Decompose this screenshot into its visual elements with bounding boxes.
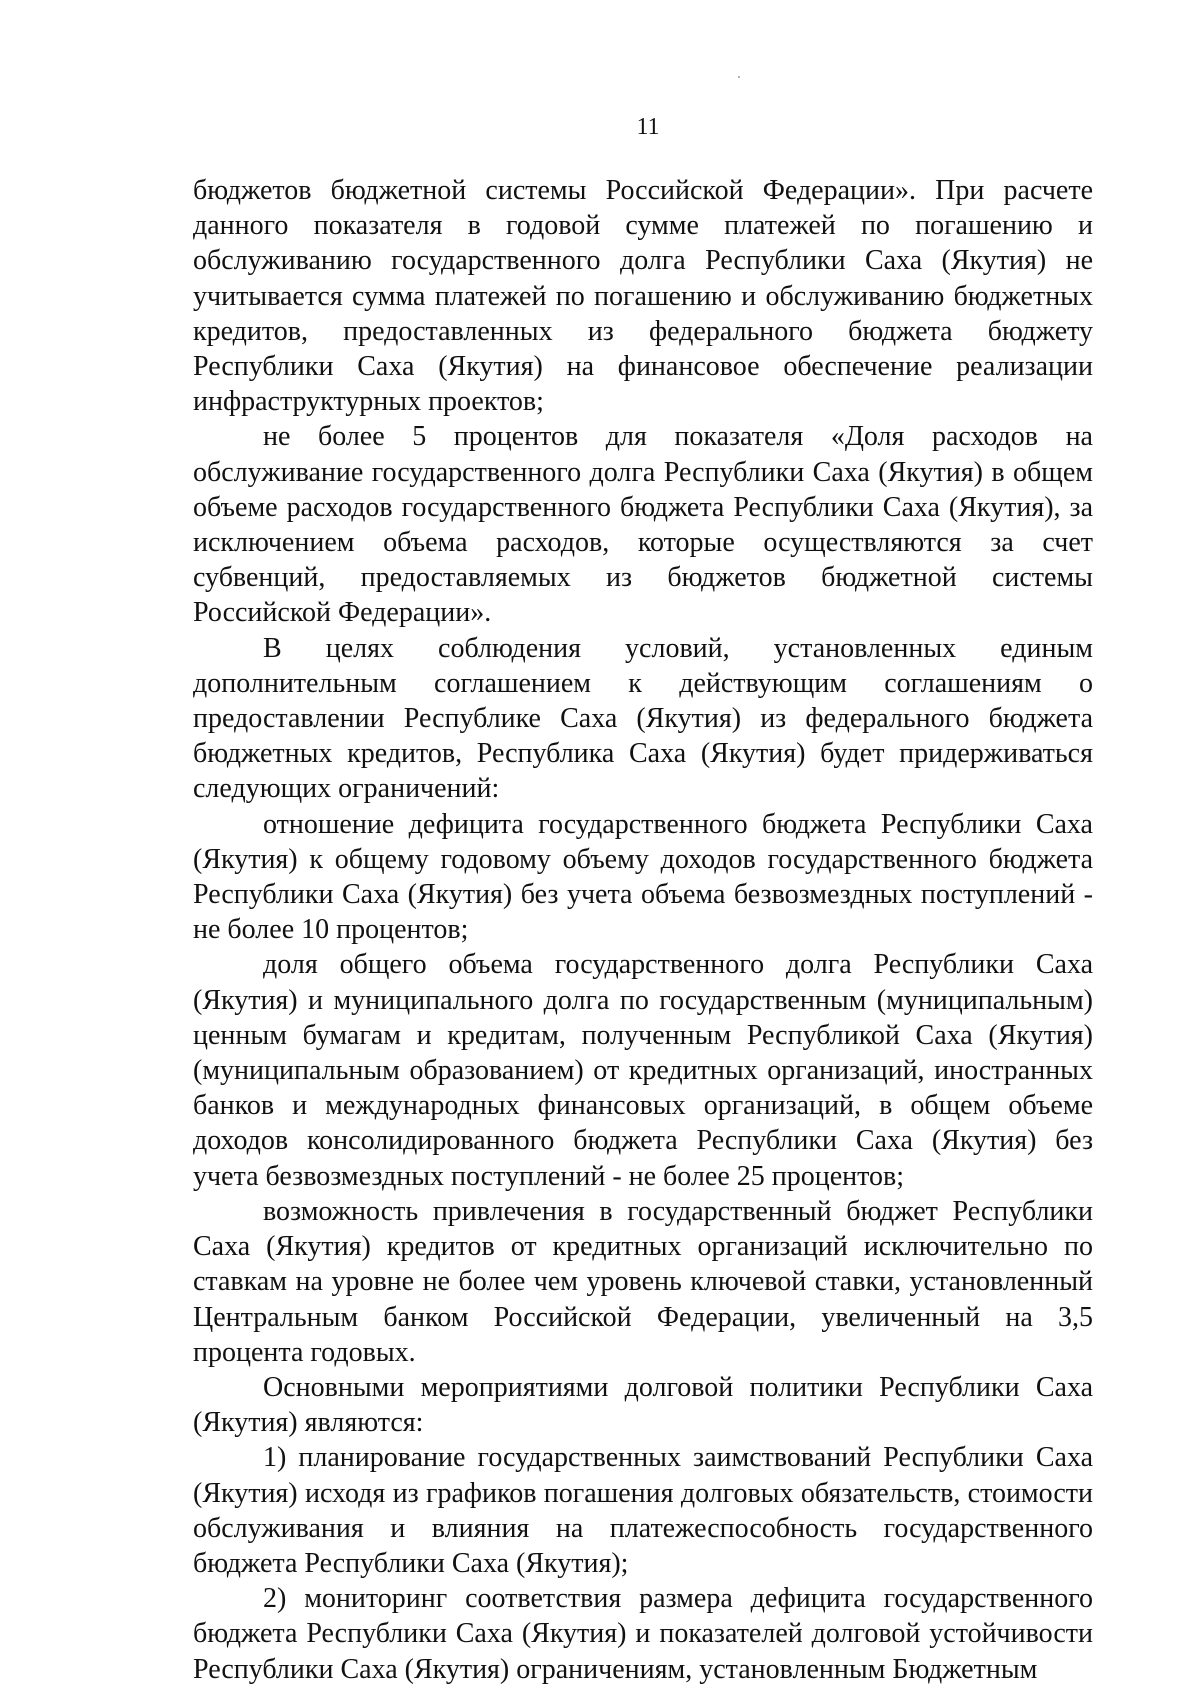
paragraph: В целях соблюдения условий, установленных единым дополнительным соглашением к действующим соглашениям о предоставлении Республике Саха (Якутия) из федерального бюджета бюджетных кредитов, Республика Саха (Якутия) будет придерживаться следующих ограничений: [193,632,1093,805]
paragraph: отношение дефицита государственного бюджета Республики Саха (Якутия) к общему годовому объему доходов государственного бюджета Республики Саха (Якутия) без учета объема безвозмездных поступлений - не более 10 процентов; [193,808,1093,946]
page-number: 11 [636,114,660,140]
paragraph: возможность привлечения в государственный бюджет Республики Саха (Якутия) кредитов от кредитных организаций исключительно по ставкам на уровне не более чем уровень ключевой ставки, установленный Центральным банком Российской Федерации, увеличенный на 3,5 процента годовых. [193,1195,1093,1368]
paragraph: 2) мониторинг соответствия размера дефицита государственного бюджета Республики Саха (Якутия) и показателей долговой устойчивости Республики Саха (Якутия) ограничениям, установленным Бюджетным [193,1583,1093,1685]
paragraph: бюджетов бюджетной системы Российской Федерации». При расчете данного показателя в годовой сумме платежей по погашению и обслуживанию государственного долга Республики Саха (Якутия) не учитывается сумма платежей по погашению и обслуживанию бюджетных кредитов, предоставленных из федерального бюджета бюджету Республики Саха (Якутия) на финансовое обеспечение реализации инфраструктурных проектов; [193,175,1093,418]
paragraph: Основными мероприятиями долговой политики Республики Саха (Якутия) являются: [193,1371,1093,1439]
scan-artifact [738,76,740,78]
paragraph: не более 5 процентов для показателя «Доля расходов на обслуживание государственного долга Республики Саха (Якутия) в общем объеме расходов государственного бюджета Республики Саха (Якутия), за исключением объема расходов, которые осуществляются за счет субвенций, предоставляемых из бюджетов бюджетной системы Российской Федерации». [193,421,1093,629]
paragraph: 1) планирование государственных заимствований Республики Саха (Якутия) исходя из графиков погашения долговых обязательств, стоимости обслуживания и влияния на платежеспособность государственного бюджета Республики Саха (Якутия); [193,1442,1093,1579]
paragraph: доля общего объема государственного долга Республики Саха (Якутия) и муниципального долга по государственным (муниципальным) ценным бумагам и кредитам, полученным Республикой Саха (Якутия) (муниципальным образованием) от кредитных организаций, иностранных банков и международных финансовых организаций, в общем объеме доходов консолидированного бюджета Республики Саха (Якутия) без учета безвозмездных поступлений - не более 25 процентов; [193,949,1093,1192]
document-body [193,173,1093,1687]
